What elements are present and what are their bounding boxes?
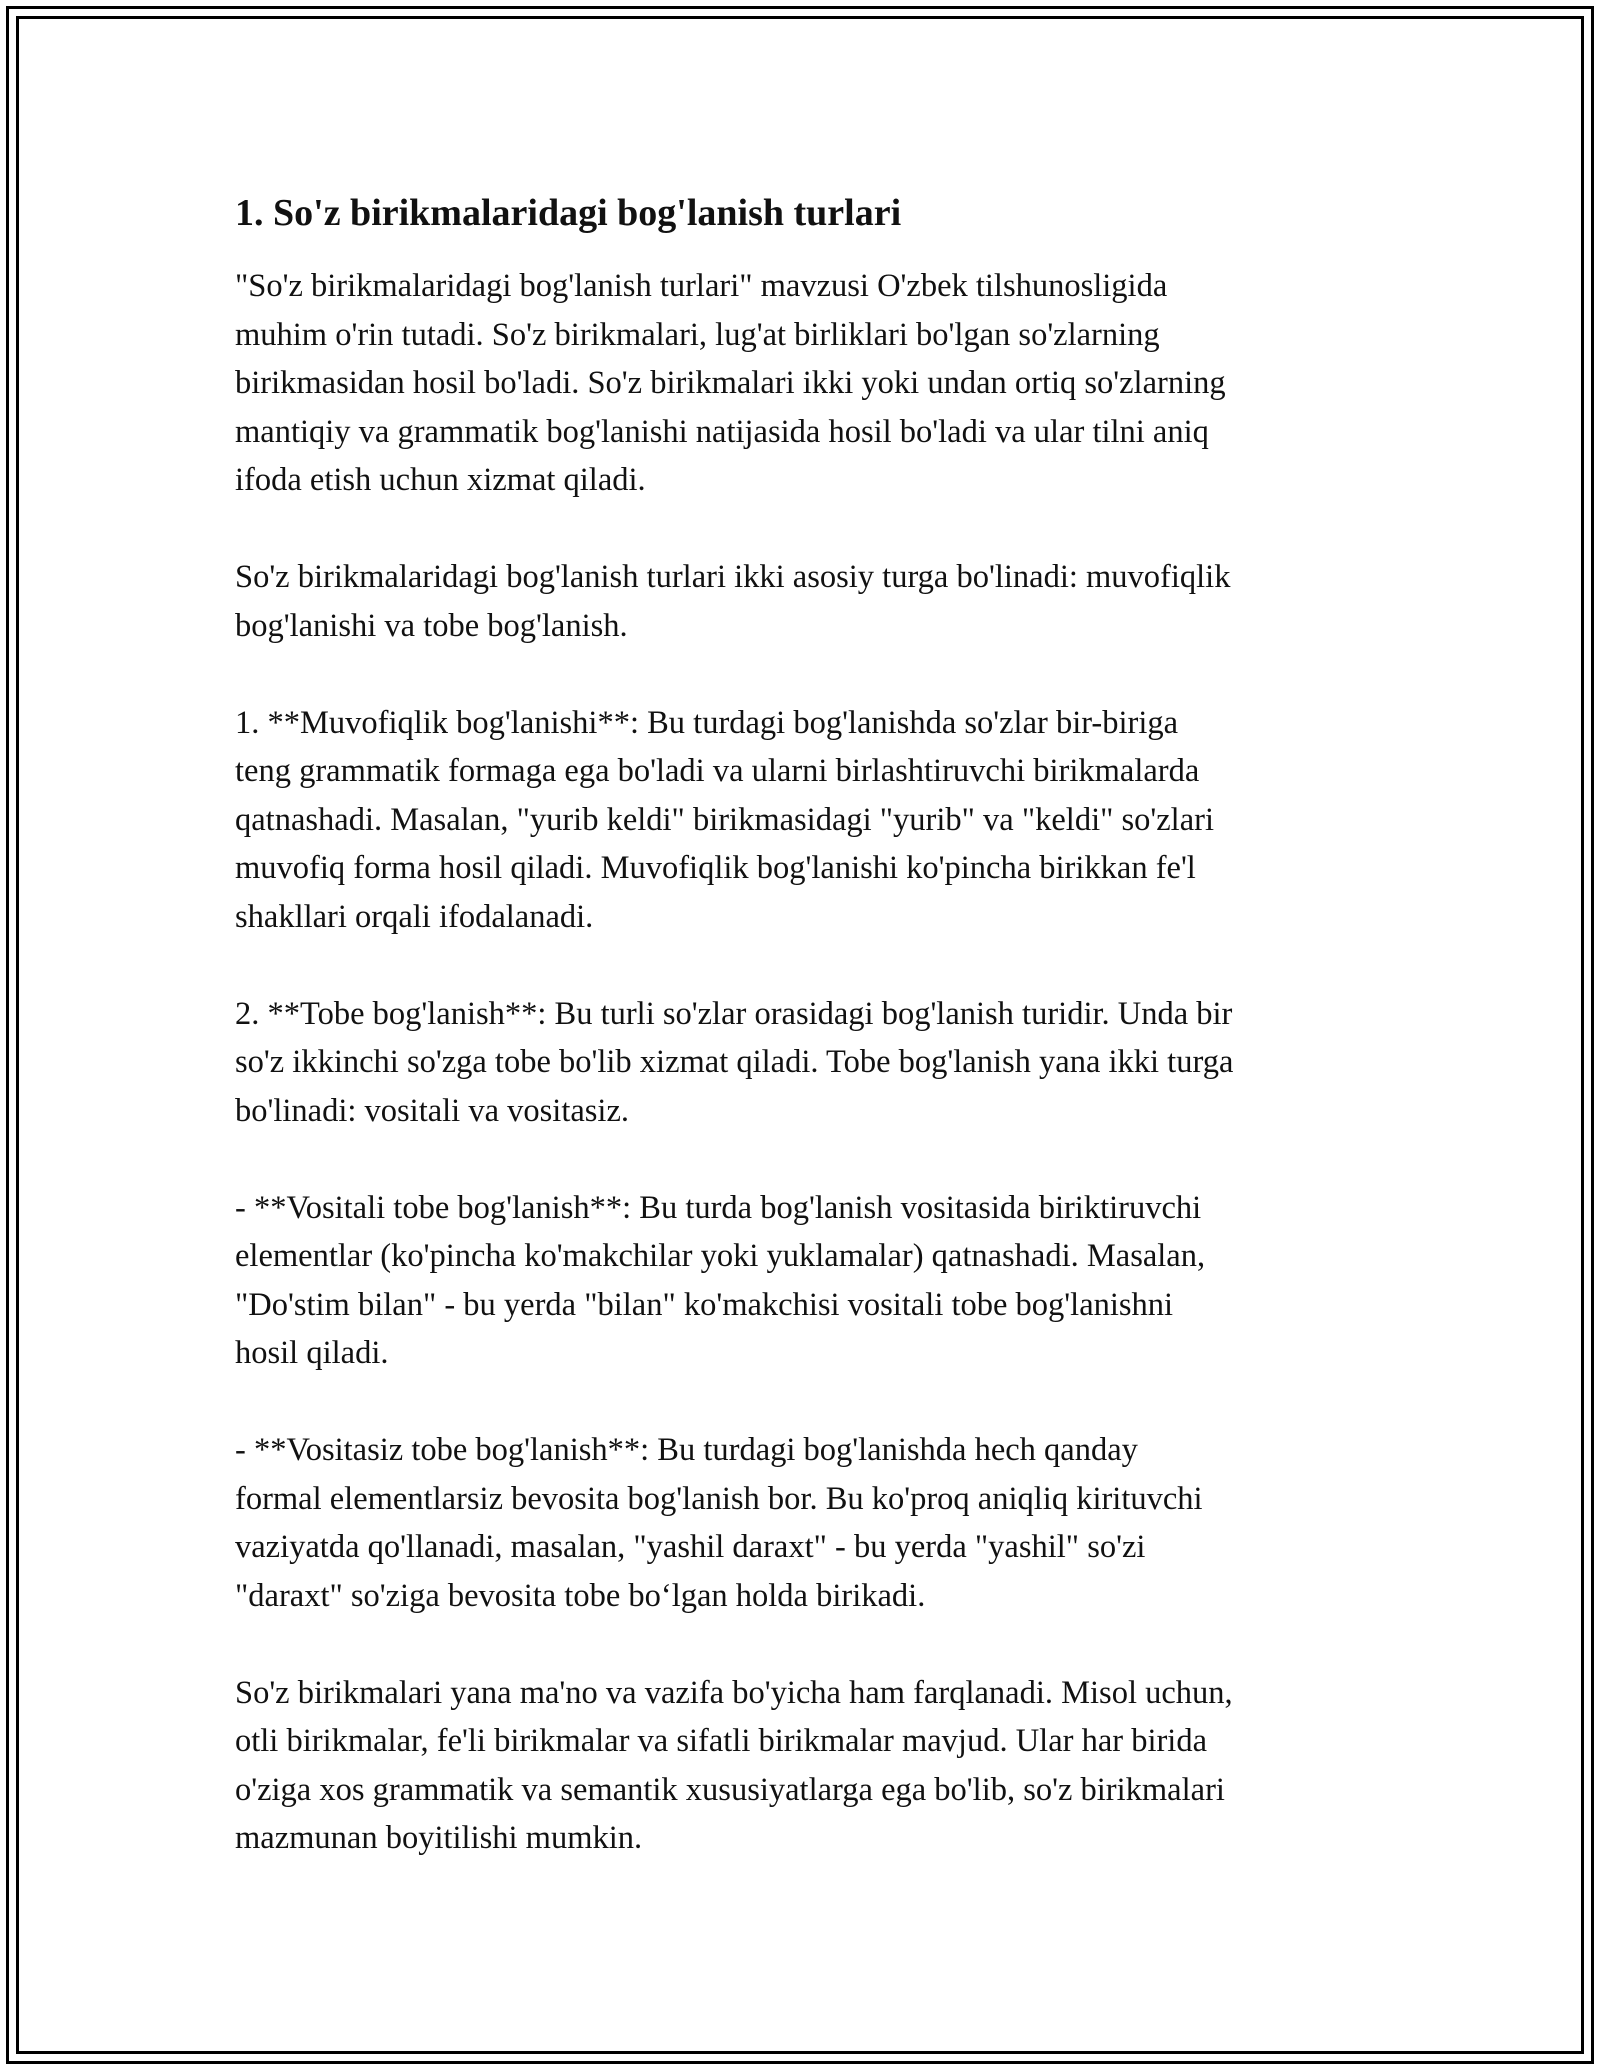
paragraph-intro: "So'z birikmalaridagi bog'lanish turlari" mavzusi O'zbek tilshunosligida muhim o'rin tutadi. So'z birikmalari, lug'at birliklari bo'lgan so'zlarning birikmasidan hosil bo'ladi. So'z birikmalari ikki yoki undan ortiq so'zlarning mantiqiy va grammatik bog'lanishi natijasida hosil bo'ladi va ular tilni aniq ifoda etish uchun xizmat qiladi. — [235, 268, 1226, 498]
section-heading: 1. So'z birikmalaridagi bog'lanish turlari — [235, 192, 902, 234]
paragraph-vositasiz: - **Vositasiz tobe bog'lanish**: Bu turdagi bog'lanishda hech qanday formal elementlarsiz bevosita bog'lanish bor. Bu ko'proq aniqliq kirituvchi vaziyatda qo'llanadi, masalan, "yashil daraxt" - bu yerda "yashil" so'zi "daraxt" so'ziga bevosita tobe bo‘lgan holda birikadi. — [235, 1432, 1203, 1614]
paragraph-tobe: 2. **Tobe bog'lanish**: Bu turli so'zlar orasidagi bog'lanish turidir. Unda bir so'z ikkinchi so'zga tobe bo'lib xizmat qiladi. Tobe bog'lanish yana ikki turga bo'linadi: vositali va vositasiz. — [235, 995, 1234, 1129]
document-body — [235, 186, 1375, 1863]
paragraph-vositali: - **Vositali tobe bog'lanish**: Bu turda bog'lanish vositasida biriktiruvchi elementlar (ko'pincha ko'makchilar yoki yuklamalar) qatnashadi. Masalan, "Do'stim bilan" - bu yerda "bilan" ko'makchisi vositali tobe bog'lanishni hosil qiladi. — [235, 1189, 1206, 1371]
paragraph-conclusion: So'z birikmalari yana ma'no va vazifa bo'yicha ham farqlanadi. Misol uchun, otli birikmalar, fe'li birikmalar va sifatli birikmalar mavjud. Ular har birida o'ziga xos grammatik va semantik xususiyatlarga ega bo'lib, so'z birikmalari mazmunan boyitilishi mumkin. — [235, 1674, 1233, 1856]
paragraph-muvofiqlik: 1. **Muvofiqlik bog'lanishi**: Bu turdagi bog'lanishda so'zlar bir-biriga teng grammatik formaga ega bo'ladi va ularni birlashtiruvchi birikmalarda qatnashadi. Masalan, "yurib keldi" birikmasidagi "yurib" va "keldi" so'zlari muvofiq forma hosil qiladi. Muvofiqlik bog'lanishi ko'pincha birikkan fe'l shakllari orqali ifodalanadi. — [235, 704, 1214, 935]
paragraph-types-overview: So'z birikmalaridagi bog'lanish turlari ikki asosiy turga bo'linadi: muvofiqlik bog'lanishi va tobe bog'lanish. — [235, 559, 1231, 644]
